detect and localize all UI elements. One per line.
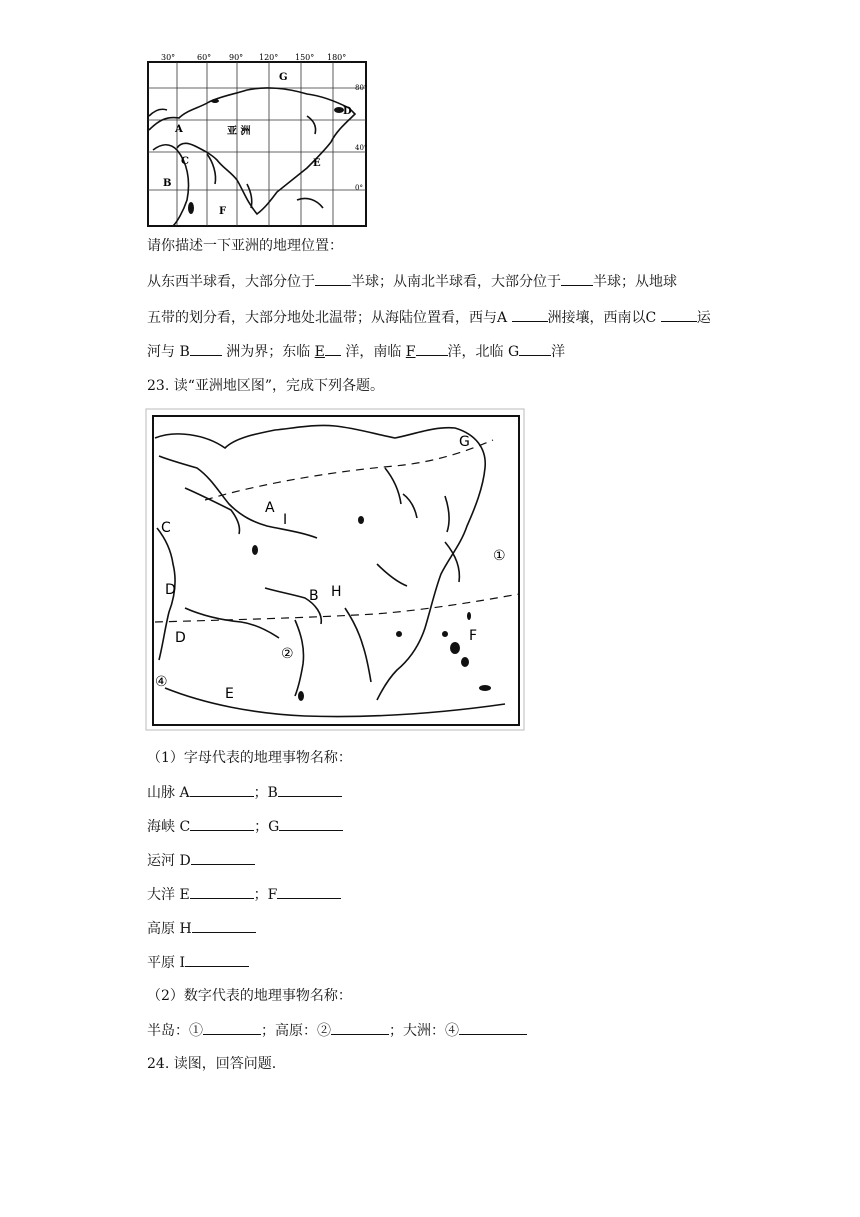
asia-region-map bbox=[145, 408, 525, 731]
map-letter-h: H bbox=[331, 584, 342, 600]
map-letter-d: D bbox=[175, 630, 186, 646]
answer-blank[interactable] bbox=[190, 884, 254, 899]
q23-row-plateau: 高原 H bbox=[147, 918, 256, 939]
answer-blank[interactable] bbox=[331, 1020, 389, 1035]
lon-label: 60° bbox=[197, 53, 212, 62]
answer-blank[interactable] bbox=[561, 271, 593, 286]
map-letter-f: F bbox=[469, 628, 478, 644]
q23-row-canal: 运河 D bbox=[147, 850, 255, 871]
q22-prompt: 请你描述一下亚洲的地理位置： bbox=[147, 238, 343, 254]
map-letter-e: E bbox=[225, 686, 234, 702]
answer-blank[interactable] bbox=[661, 307, 697, 322]
map-number-4: ④ bbox=[155, 674, 168, 690]
lat-label: 80° bbox=[355, 84, 368, 92]
answer-blank[interactable] bbox=[519, 341, 551, 356]
answer-blank[interactable] bbox=[278, 782, 342, 797]
answer-blank[interactable] bbox=[325, 341, 341, 356]
map-letter-d: D bbox=[165, 582, 176, 598]
map-number-1: ① bbox=[493, 548, 506, 564]
lon-label: 30° bbox=[161, 53, 176, 62]
lon-label: 180° bbox=[327, 53, 347, 62]
answer-blank[interactable] bbox=[459, 1020, 527, 1035]
q23-sub1: （1）字母代表的地理事物名称： bbox=[147, 750, 352, 766]
answer-blank[interactable] bbox=[416, 341, 448, 356]
answer-blank[interactable] bbox=[190, 341, 222, 356]
continent-label: 亚 洲 bbox=[227, 126, 251, 137]
q23-title: 23. 读“亚洲地区图”，完成下列各题。 bbox=[147, 378, 385, 394]
map-letter-a: A bbox=[265, 500, 275, 516]
q23-row-numbers: 半岛：① ；高原：② ；大洲：④ bbox=[147, 1020, 527, 1041]
answer-blank[interactable] bbox=[190, 816, 254, 831]
asia-grid-map bbox=[147, 50, 372, 228]
map-letter-i: I bbox=[283, 512, 288, 528]
map-letter-f: F bbox=[219, 206, 227, 217]
lon-label: 150° bbox=[295, 53, 315, 62]
q22-line-2: 五带的划分看，大部分地处北温带；从海陆位置看，西与A 洲接壤，西南以C 运 bbox=[147, 307, 711, 328]
map-letter-g: G bbox=[279, 72, 288, 83]
q23-row-plain: 平原 I bbox=[147, 952, 249, 973]
map-letter-g: G bbox=[459, 434, 470, 450]
map-letter-b: B bbox=[163, 178, 172, 189]
q22-line-3: 河与 B 洲为界；东临 E 洋，南临 F 洋，北临 G 洋 bbox=[147, 341, 565, 362]
map-letter-b: B bbox=[309, 588, 319, 604]
answer-blank[interactable] bbox=[277, 884, 341, 899]
lon-label: 90° bbox=[229, 53, 244, 62]
map-letter-e: E bbox=[313, 158, 321, 169]
answer-blank[interactable] bbox=[203, 1020, 261, 1035]
q23-row-mountains: 山脉 A ；B bbox=[147, 782, 342, 803]
q23-row-oceans: 大洋 E ；F bbox=[147, 884, 341, 905]
answer-blank[interactable] bbox=[185, 952, 249, 967]
q24-title: 24. 读图，回答问题. bbox=[147, 1056, 277, 1072]
lat-label: 0° bbox=[355, 184, 363, 192]
answer-blank[interactable] bbox=[191, 850, 255, 865]
answer-blank[interactable] bbox=[315, 271, 351, 286]
lat-label: 40° bbox=[355, 144, 368, 152]
map-letter-c: C bbox=[161, 520, 171, 536]
answer-blank[interactable] bbox=[279, 816, 343, 831]
map-number-2: ② bbox=[281, 646, 294, 662]
map-letter-d: D bbox=[343, 106, 352, 117]
q23-sub2: （2）数字代表的地理事物名称： bbox=[147, 988, 352, 1004]
map-letter-c: C bbox=[181, 156, 189, 167]
q22-line-1: 从东西半球看，大部分位于 半球；从南北半球看，大部分位于 半球；从地球 bbox=[147, 271, 677, 292]
map-letter-a: A bbox=[175, 124, 183, 135]
answer-blank[interactable] bbox=[512, 307, 548, 322]
q23-row-straits: 海峡 C ；G bbox=[147, 816, 343, 837]
answer-blank[interactable] bbox=[192, 918, 256, 933]
answer-blank[interactable] bbox=[190, 782, 254, 797]
lon-label: 120° bbox=[259, 53, 279, 62]
